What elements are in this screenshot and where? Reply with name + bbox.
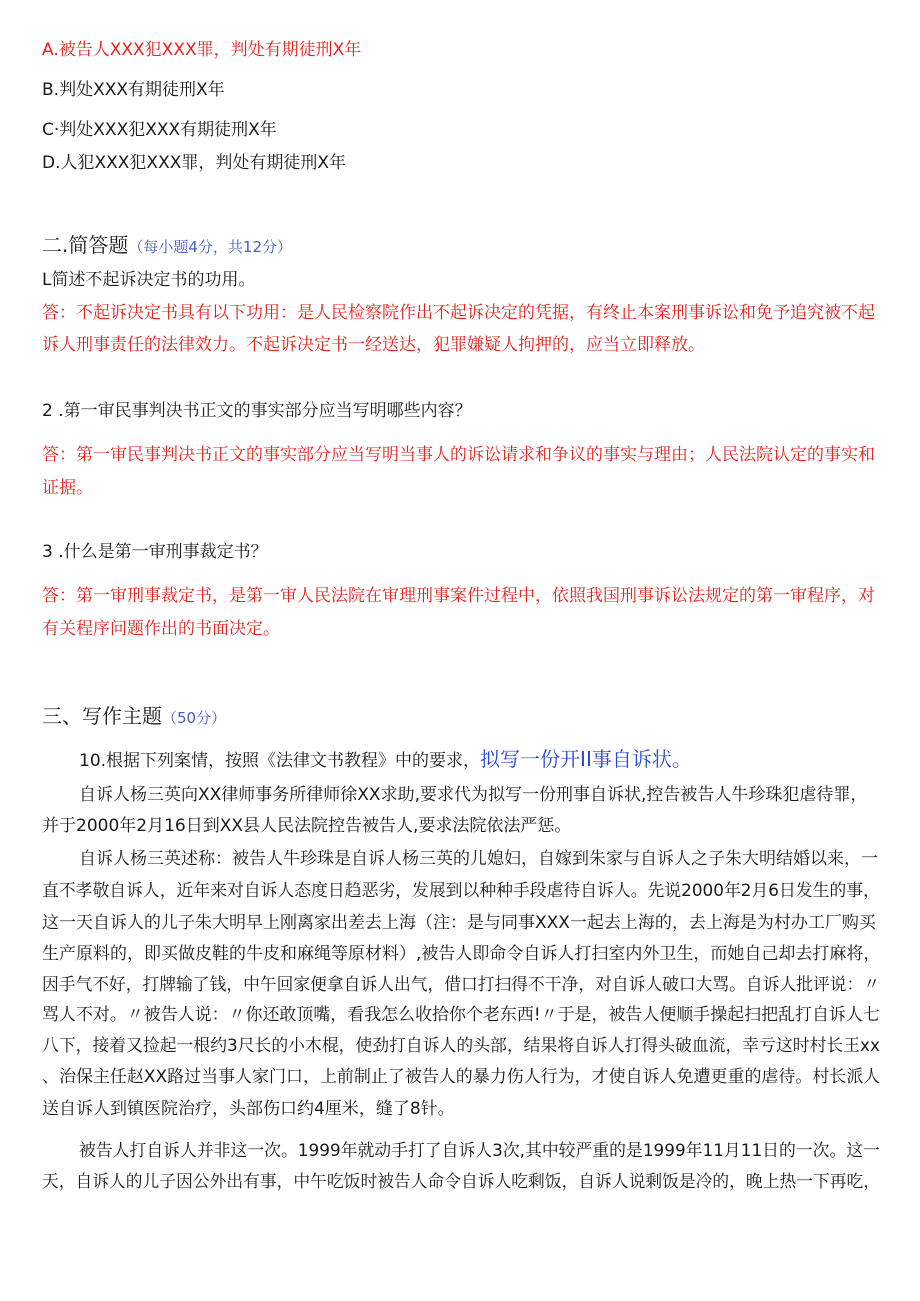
section3-heading [42,703,226,731]
answer-1-line-1: 答：不起诉决定书具有以下功用：是人民检察院作出不起诉决定的凭据，有终止本案刑事诉讼和免予追究被不起 [42,303,875,323]
task-intro [79,748,692,772]
question-3: 3 .什么是第一审刑事裁定书？ [42,542,268,562]
case-p2-line-8: 、治保主任赵XX路过当事人家门口，上前制止了被告人的暴力伤人行为，才使自诉人免遭更重的虐待。村长派人 [42,1067,881,1087]
section2-title: 二.简答题 [42,233,129,257]
answer-3-line-2: 有关程序问题作出的书面决定。 [42,619,280,639]
case-p2-line-9: 送自诉人到镇医院治疗，头部伤口约4厘米，缝了8针。 [42,1099,455,1119]
case-p2-line-4: 生产原料的，即买做皮鞋的牛皮和麻绳等原材料）,被告人即命令自诉人打扫室内外卫生，而她自己却去打麻将， [42,944,881,964]
choice-d: D.人犯XXX犯XXX罪，判处有期徒刑X年 [42,153,347,173]
question-2: 2 .第一审民事判决书正文的事实部分应当写明哪些内容？ [42,401,472,421]
case-p2-line-5: 因手气不好，打牌输了钱，中午回家便拿自诉人出气，借口打扫得不干净，对自诉人破口大骂。自诉人批评说：〃 [42,975,881,995]
section2-heading [42,232,292,260]
choice-c: C·判处XXX犯XXX有期徒刑X年 [42,120,277,140]
section3-score: （50分） [162,709,227,727]
section2-score: （每小题4分，共12分） [128,238,292,256]
question-1: L简述不起诉决定书的功用。 [42,270,256,290]
case-p2-line-7: 八下，接着又捡起一根约3尺长的小木棍，使劲打自诉人的头部，结果将自诉人打得头破血流，幸亏这时村长王xx [42,1036,880,1056]
answer-2-line-1: 答：第一审民事判决书正文的事实部分应当写明当事人的诉讼请求和争议的事实与理由；人民法院认定的事实和 [42,445,875,465]
case-p3-line-1: 被告人打自诉人并非这一次。1999年就动手打了自诉人3次,其中较严重的是1999年11月11日的一次。这一 [79,1141,881,1161]
case-p1-line-1: 自诉人杨三英向XX律师事务所律师徐XX求助,要求代为拟写一份刑事自诉状,控告被告人牛珍珠犯虐待罪， [79,785,868,805]
case-p2-line-3: 这一天自诉人的儿子朱大明早上刚离家出差去上海（注：是与同事XXX一起去上海的，去上海是为村办工厂购买 [42,913,876,933]
answer-1-line-2: 诉人刑事责任的法律效力。不起诉决定书一经送达，犯罪嫌疑人拘押的，应当立即释放。 [42,335,705,355]
answer-2-line-2: 证据。 [42,478,93,498]
case-p2-line-1: 自诉人杨三英述称：被告人牛珍珠是自诉人杨三英的儿媳妇，自嫁到朱家与自诉人之子朱大明结婚以来，一 [79,849,878,869]
case-p1-line-2: 并于2000年2月16日到XX县人民法院控告被告人,要求法院依法严惩。 [42,816,572,836]
task-intro-emphasis: 拟写一份开II事自诉状。 [480,747,692,771]
task-intro-text: 10.根据下列案情，按照《法律文书教程》中的要求， [79,751,481,771]
section3-title: 三、写作主题 [42,704,162,728]
case-p2-line-6: 骂人不对。〃被告人说：〃你还敢顶嘴，看我怎么收拾你个老东西!〃于是，被告人便顺手操起扫把乱打自诉人七 [42,1005,880,1025]
choice-b: B.判处XXX有期徒刑X年 [42,80,225,100]
case-p2-line-2: 直不孝敬自诉人，近年来对自诉人态度日趋恶劣，发展到以种种手段虐待自诉人。先说2000年2月6日发生的事， [42,881,880,901]
choice-a: A.被告人XXX犯XXX罪，判处有期徒刑X年 [42,40,362,60]
answer-3-line-1: 答：第一审刑事裁定书，是第一审人民法院在审理刑事案件过程中，依照我国刑事诉讼法规定的第一审程序，对 [42,586,875,606]
case-p3-line-2: 天，自诉人的儿子因公外出有事，中午吃饭时被告人命令自诉人吃剩饭，自诉人说剩饭是冷的，晚上热一下再吃， [42,1172,881,1192]
